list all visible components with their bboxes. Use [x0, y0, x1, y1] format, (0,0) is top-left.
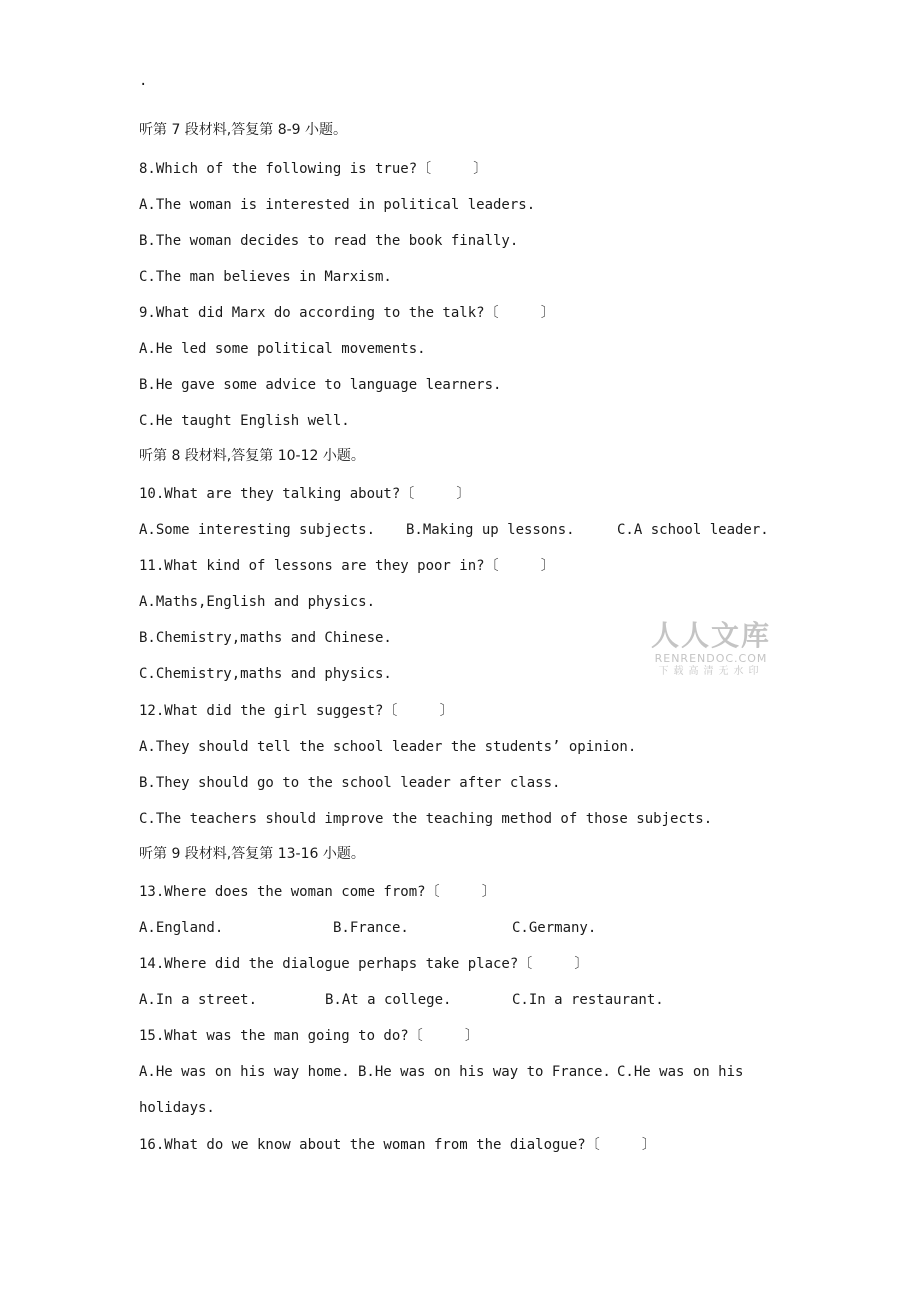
- question-15-option-c: C.He was on his: [617, 1064, 744, 1080]
- question-9-option-a: A.He led some political movements.: [139, 341, 426, 357]
- section-8-heading: 听第 8 段材料,答复第 10-12 小题。: [139, 448, 365, 464]
- watermark-title: 人人文库: [650, 619, 771, 652]
- question-13-options: [139, 919, 779, 937]
- question-15-option-c-continued: holidays.: [139, 1100, 215, 1116]
- question-11-option-c: C.Chemistry,maths and physics.: [139, 666, 392, 682]
- section-9-heading: 听第 9 段材料,答复第 13-16 小题。: [139, 846, 365, 862]
- question-15-option-b: B.He was on his way to France.: [358, 1064, 611, 1080]
- question-13-option-a: A.England.: [139, 920, 224, 936]
- question-8-option-b: B.The woman decides to read the book finally.: [139, 233, 519, 249]
- question-12-option-b: B.They should go to the school leader after class.: [139, 775, 561, 791]
- question-9-stem: 9.What did Marx do according to the talk?〔 〕: [139, 305, 555, 321]
- question-16-stem: 16.What do we know about the woman from the dialogue?〔 〕: [139, 1137, 656, 1153]
- question-14-stem: 14.Where did the dialogue perhaps take place?〔 〕: [139, 956, 589, 972]
- question-10-option-c: C.A school leader.: [617, 522, 769, 538]
- question-10-option-b: B.Making up lessons.: [406, 522, 575, 538]
- question-13-option-b: B.France.: [333, 920, 409, 936]
- question-9-option-b: B.He gave some advice to language learners.: [139, 377, 502, 393]
- question-10-stem: 10.What are they talking about?〔 〕: [139, 486, 471, 502]
- question-14-option-a: A.In a street.: [139, 992, 258, 1008]
- top-dot-mark: ·: [139, 77, 148, 93]
- question-15-options: [139, 1063, 779, 1081]
- question-10-option-a: A.Some interesting subjects.: [139, 522, 376, 538]
- watermark-subtitle: 下载高清无水印: [658, 666, 764, 677]
- question-11-option-a: A.Maths,English and physics.: [139, 594, 376, 610]
- question-12-option-c: C.The teachers should improve the teaching method of those subjects.: [139, 811, 713, 827]
- question-8-option-c: C.The man believes in Marxism.: [139, 269, 392, 285]
- question-11-option-b: B.Chemistry,maths and Chinese.: [139, 630, 392, 646]
- watermark-domain: RENRENDOC.COM: [654, 652, 768, 665]
- section-7-heading: 听第 7 段材料,答复第 8-9 小题。: [139, 122, 348, 138]
- question-12-option-a: A.They should tell the school leader the students’ opinion.: [139, 739, 637, 755]
- question-8-option-a: A.The woman is interested in political leaders.: [139, 197, 536, 213]
- question-14-option-b: B.At a college.: [325, 992, 452, 1008]
- question-15-stem: 15.What was the man going to do?〔 〕: [139, 1028, 479, 1044]
- renrendoc-watermark: [646, 620, 776, 678]
- question-10-options: [139, 521, 779, 539]
- question-15-option-a: A.He was on his way home.: [139, 1064, 350, 1080]
- question-14-options: [139, 991, 779, 1009]
- question-13-option-c: C.Germany.: [512, 920, 597, 936]
- question-8-stem: 8.Which of the following is true?〔 〕: [139, 161, 488, 177]
- question-9-option-c: C.He taught English well.: [139, 413, 350, 429]
- question-12-stem: 12.What did the girl suggest?〔 〕: [139, 703, 454, 719]
- question-11-stem: 11.What kind of lessons are they poor in?〔 〕: [139, 558, 555, 574]
- question-13-stem: 13.Where does the woman come from?〔 〕: [139, 884, 496, 900]
- question-14-option-c: C.In a restaurant.: [512, 992, 664, 1008]
